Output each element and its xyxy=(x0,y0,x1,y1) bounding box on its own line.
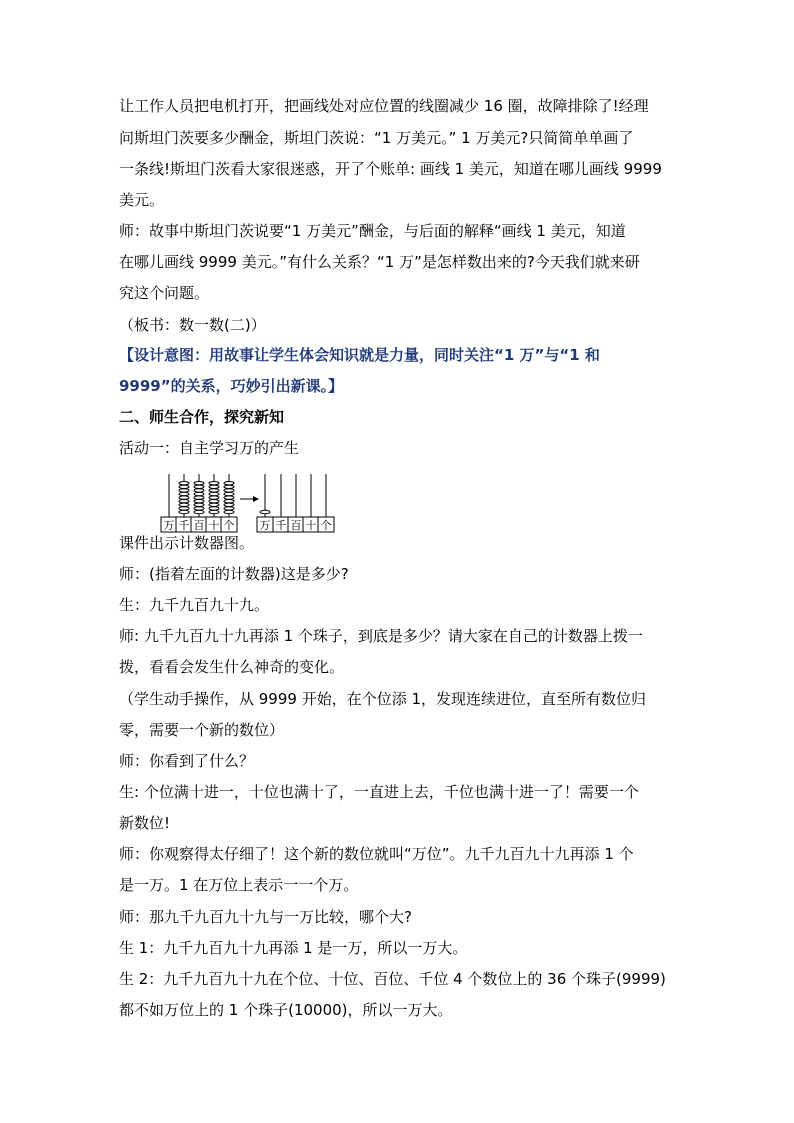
abacus-bead xyxy=(194,492,204,495)
paragraph-line: （学生动手操作，从 9999 开始，在个位添 1，发现连续进位，直至所有数位归 xyxy=(119,690,647,708)
place-label: 百 xyxy=(290,519,302,532)
abacus-bead xyxy=(194,489,204,492)
abacus-bead xyxy=(194,507,204,510)
place-label: 个 xyxy=(320,519,332,532)
abacus-bead xyxy=(224,503,234,506)
abacus-bead xyxy=(224,496,234,499)
paragraph-line: 课件出示计数器图。 xyxy=(119,534,255,552)
paragraph-line: 究这个问题。 xyxy=(119,284,210,302)
place-label: 千 xyxy=(178,519,190,532)
abacus-bead xyxy=(194,510,204,513)
abacus-bead xyxy=(224,492,234,495)
place-label: 百 xyxy=(193,519,205,532)
paragraph-line: 师：你看到了什么？ xyxy=(119,752,255,770)
abacus-bead xyxy=(179,496,189,499)
place-label: 十 xyxy=(208,519,220,532)
abacus-bead xyxy=(224,500,234,503)
paragraph-line: 是一万。1 在万位上表示一一个万。 xyxy=(119,876,359,894)
paragraph-line: 师: 九千九百九十九再添 1 个珠子，到底是多少？请大家在自己的计数器上拨一 xyxy=(119,627,643,645)
abacus-bead xyxy=(224,510,234,513)
design-intent-line: 【设计意图：用故事让学生体会知识就是力量，同时关注“1 万”与“1 和 xyxy=(119,346,600,364)
abacus-bead xyxy=(209,510,219,513)
place-label: 千 xyxy=(275,519,287,532)
paragraph-line: 拨，看看会发生什么神奇的变化。 xyxy=(119,658,345,676)
right-abacus-beads xyxy=(260,510,270,513)
paragraph-line: 师：(指着左面的计数器)这是多少? xyxy=(119,565,349,583)
abacus-bead xyxy=(209,507,219,510)
paragraph-line: 都不如万位上的 1 个珠子(10000)，所以一万大。 xyxy=(119,1001,453,1019)
abacus-bead xyxy=(179,492,189,495)
abacus-bead xyxy=(209,492,219,495)
counter-abacus-figure xyxy=(158,470,348,534)
paragraph-line: 生: 个位满十进一，十位也满十了，一直进上去，千位也满十进一了！需要一个 xyxy=(119,783,639,801)
abacus-bead xyxy=(224,485,234,488)
abacus-bead xyxy=(179,503,189,506)
abacus-bead xyxy=(209,485,219,488)
paragraph-line: 师：故事中斯坦门茨说要“1 万美元”酬金，与后面的解释“画线 1 美元，知道 xyxy=(119,222,626,240)
design-intent-line: 9999”的关系，巧妙引出新课。】 xyxy=(119,377,344,395)
abacus-bead xyxy=(179,500,189,503)
paragraph-line: 一条线!斯坦门茨看大家很迷惑，开了个账单: 画线 1 美元，知道在哪儿画线 9999 xyxy=(119,160,662,178)
abacus-bead xyxy=(194,500,204,503)
abacus-bead xyxy=(224,482,234,485)
paragraph-line: 生 1：九千九百九十九再添 1 是一万，所以一万大。 xyxy=(119,939,468,957)
paragraph-line: 师：那九千九百九十九与一万比较，哪个大? xyxy=(119,908,412,926)
paragraph-line: 零，需要一个新的数位） xyxy=(119,721,285,739)
abacus-bead xyxy=(224,489,234,492)
place-label: 个 xyxy=(223,519,235,532)
paragraph-line: 新数位! xyxy=(119,814,171,832)
place-label: 万 xyxy=(259,519,271,532)
paragraph-line: 在哪儿画线 9999 美元。”有什么关系？“1 万”是怎样数出来的?今天我们就来研 xyxy=(119,253,640,271)
abacus-bead xyxy=(209,482,219,485)
abacus-bead xyxy=(209,496,219,499)
paragraph-line: 师：你观察得太仔细了！这个新的数位就叫“万位”。九千九百九十九再添 1 个 xyxy=(119,845,634,863)
place-label: 万 xyxy=(163,519,175,532)
paragraph-line: 问斯坦门茨要多少酬金，斯坦门茨说：“1 万美元。” 1 万美元?只简简单单画了 xyxy=(119,129,634,147)
paragraph-line: 生：九千九百九十九。 xyxy=(119,596,270,614)
paragraph-line: 让工作人员把电机打开，把画线处对应位置的线圈减少 16 圈，故障排除了!经理 xyxy=(119,97,649,115)
paragraph-line: 美元。 xyxy=(119,191,165,209)
abacus-bead xyxy=(179,485,189,488)
abacus-bead xyxy=(179,482,189,485)
abacus-bead xyxy=(179,489,189,492)
abacus-bead xyxy=(194,482,204,485)
abacus-bead xyxy=(179,510,189,513)
abacus-bead xyxy=(209,489,219,492)
left-abacus-beads xyxy=(179,482,234,514)
section-heading: 二、师生合作，探究新知 xyxy=(119,408,285,426)
abacus-bead xyxy=(209,500,219,503)
abacus-bead xyxy=(224,507,234,510)
paragraph-line: 生 2：九千九百九十九在个位、十位、百位、千位 4 个数位上的 36 个珠子(9999) xyxy=(119,970,666,988)
abacus-bead xyxy=(260,510,270,513)
activity-title: 活动一：自主学习万的产生 xyxy=(119,439,300,457)
abacus-bead xyxy=(194,503,204,506)
abacus-bead xyxy=(194,485,204,488)
abacus-bead xyxy=(179,507,189,510)
place-label: 十 xyxy=(305,519,317,532)
abacus-bead xyxy=(209,503,219,506)
blackboard-note: （板书：数一数(二)） xyxy=(119,316,266,334)
abacus-bead xyxy=(194,496,204,499)
